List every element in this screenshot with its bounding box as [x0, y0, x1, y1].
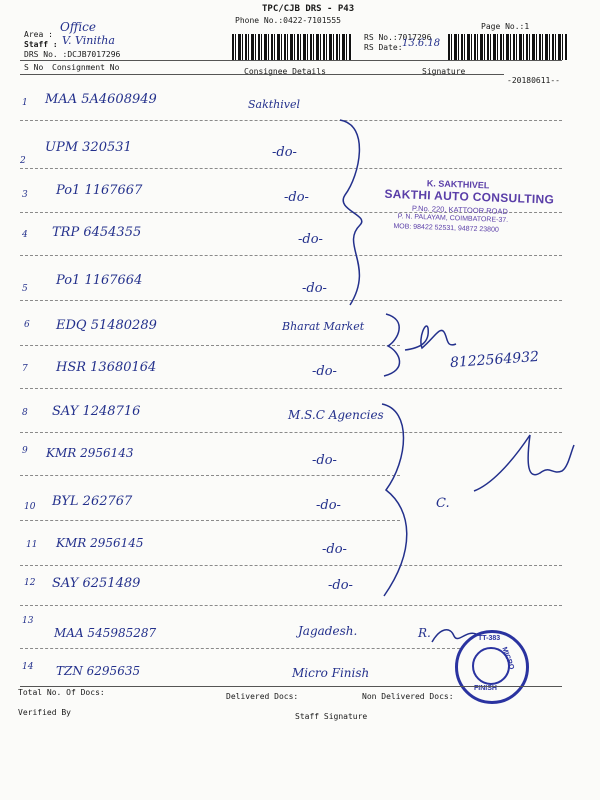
- row-consignee: -do-: [312, 364, 337, 379]
- row-consignment: KMR 2956143: [46, 446, 134, 460]
- row-sno: 7: [22, 364, 28, 374]
- row-consignment: MAA 5A4608949: [45, 92, 157, 107]
- header-top-rule: [20, 60, 562, 61]
- micro-finish-seal: [455, 630, 529, 704]
- page-number: Page No.:1: [481, 22, 530, 31]
- signature-initial-c: C.: [436, 496, 450, 511]
- row-consignee: -do-: [284, 190, 309, 205]
- row-consignment: Po1 1167664: [56, 273, 143, 288]
- row-consignee: Sakthivel: [248, 98, 301, 111]
- row-consignee: -do-: [298, 232, 323, 247]
- row-consignment: TRP 6454355: [52, 225, 142, 240]
- date-code: -20180611--: [507, 76, 560, 85]
- staff-label: Staff :: [24, 40, 58, 49]
- row-divider: [20, 475, 400, 476]
- seal-right-text: MICRO: [500, 646, 515, 671]
- column-consignee: Consignee Details: [244, 67, 326, 76]
- row-consignment: EDQ 51480289: [56, 318, 157, 333]
- row-consignment: TZN 6295635: [56, 664, 141, 678]
- stamp-address2: P. N. PALAYAM, COIMBATORE-37.: [397, 213, 509, 225]
- row-consignee: -do-: [312, 453, 337, 468]
- row-sno: 4: [22, 230, 28, 240]
- row-consignee: Micro Finish: [292, 666, 370, 680]
- row-sno: 14: [22, 662, 34, 672]
- area-value: Office: [60, 20, 96, 34]
- rs-number: RS No.:7017296: [364, 33, 432, 42]
- row-consignment: UPM 320531: [45, 140, 132, 155]
- row-consignment: Po1 1167667: [56, 183, 143, 198]
- signature-scribble-1: [400, 318, 470, 358]
- row-sno: 1: [22, 98, 28, 108]
- seal-top-text: TT-383: [478, 635, 501, 642]
- row-sno: 5: [22, 284, 28, 294]
- row-sno: 13: [22, 616, 34, 626]
- footer-top-rule: [20, 686, 562, 687]
- row-divider: [20, 300, 562, 301]
- delivered-docs-label: Delivered Docs:: [226, 692, 299, 701]
- column-sno: S No: [24, 63, 44, 72]
- row-divider: [20, 168, 562, 169]
- signature-phone-note: 8122564932: [449, 348, 540, 372]
- row-divider: [20, 605, 562, 606]
- row-sno: 3: [22, 190, 28, 200]
- row-divider: [20, 345, 400, 346]
- row-sno: 10: [24, 502, 36, 512]
- row-divider: [20, 648, 460, 649]
- row-consignment: KMR 2956145: [56, 536, 144, 550]
- column-consignment: Consignment No: [52, 63, 120, 72]
- row-sno: 11: [26, 540, 38, 550]
- drs-number: DRS No. :DCJB7017296: [24, 50, 121, 59]
- row-consignee: -do-: [272, 145, 297, 160]
- staff-signature-label: Staff Signature: [295, 712, 368, 721]
- seal-bottom-text: FINISH: [474, 685, 497, 692]
- row-divider: [20, 255, 562, 256]
- row-consignee: -do-: [322, 542, 347, 557]
- row-sno: 12: [24, 578, 36, 588]
- stamp-name: K. SAKTHIVEL: [426, 178, 490, 191]
- barcode-right: [448, 34, 568, 60]
- barcode-left: [232, 34, 352, 60]
- signature-scribble-2: [470, 425, 580, 495]
- signature-initial-r: R.: [418, 626, 431, 640]
- column-signature: Signature: [422, 67, 466, 76]
- row-consignment: HSR 13680164: [56, 360, 157, 375]
- total-docs-label: Total No. Of Docs:: [18, 688, 105, 697]
- area-label: Area :: [24, 30, 53, 39]
- header-bottom-rule: [20, 74, 504, 75]
- non-delivered-docs-label: Non Delivered Docs:: [362, 692, 454, 701]
- row-sno: 8: [22, 408, 28, 418]
- row-consignment: MAA 545985287: [54, 626, 157, 640]
- stamp-address1: P.No. 220, KATTOOR ROAD: [411, 203, 508, 217]
- row-consignee: Bharat Market: [282, 320, 365, 333]
- row-divider: [20, 565, 562, 566]
- row-consignment: SAY 6251489: [52, 576, 141, 591]
- verified-by-label: Verified By: [18, 708, 71, 717]
- row-sno: 9: [22, 446, 28, 456]
- row-consignment: SAY 1248716: [52, 404, 141, 419]
- row-consignment: BYL 262767: [52, 494, 133, 509]
- row-consignee: M.S.C Agencies: [288, 408, 384, 422]
- stamp-company: SAKTHI AUTO CONSULTING: [384, 186, 555, 207]
- stamp-mobile: MOB: 98422 52531, 94872 23800: [393, 223, 499, 234]
- phone-number: Phone No.:0422-7101555: [235, 16, 341, 25]
- document-title: TPC/CJB DRS - P43: [262, 4, 355, 14]
- row-consignee: -do-: [328, 578, 353, 593]
- row-sno: 6: [24, 320, 30, 330]
- row-divider: [20, 120, 562, 121]
- row-consignee: -do-: [316, 498, 341, 513]
- staff-value: V. Vinitha: [62, 34, 115, 47]
- row-divider: [20, 388, 562, 389]
- row-divider: [20, 520, 400, 521]
- row-consignee: -do-: [302, 281, 327, 296]
- rs-date-label: RS Date:: [364, 43, 403, 52]
- company-stamp: [377, 177, 579, 244]
- row-consignee: Jagadesh.: [298, 624, 358, 638]
- rs-date-value: 13.6.18: [402, 38, 441, 49]
- brace-mark-3: [372, 400, 422, 600]
- row-sno: 2: [20, 156, 26, 166]
